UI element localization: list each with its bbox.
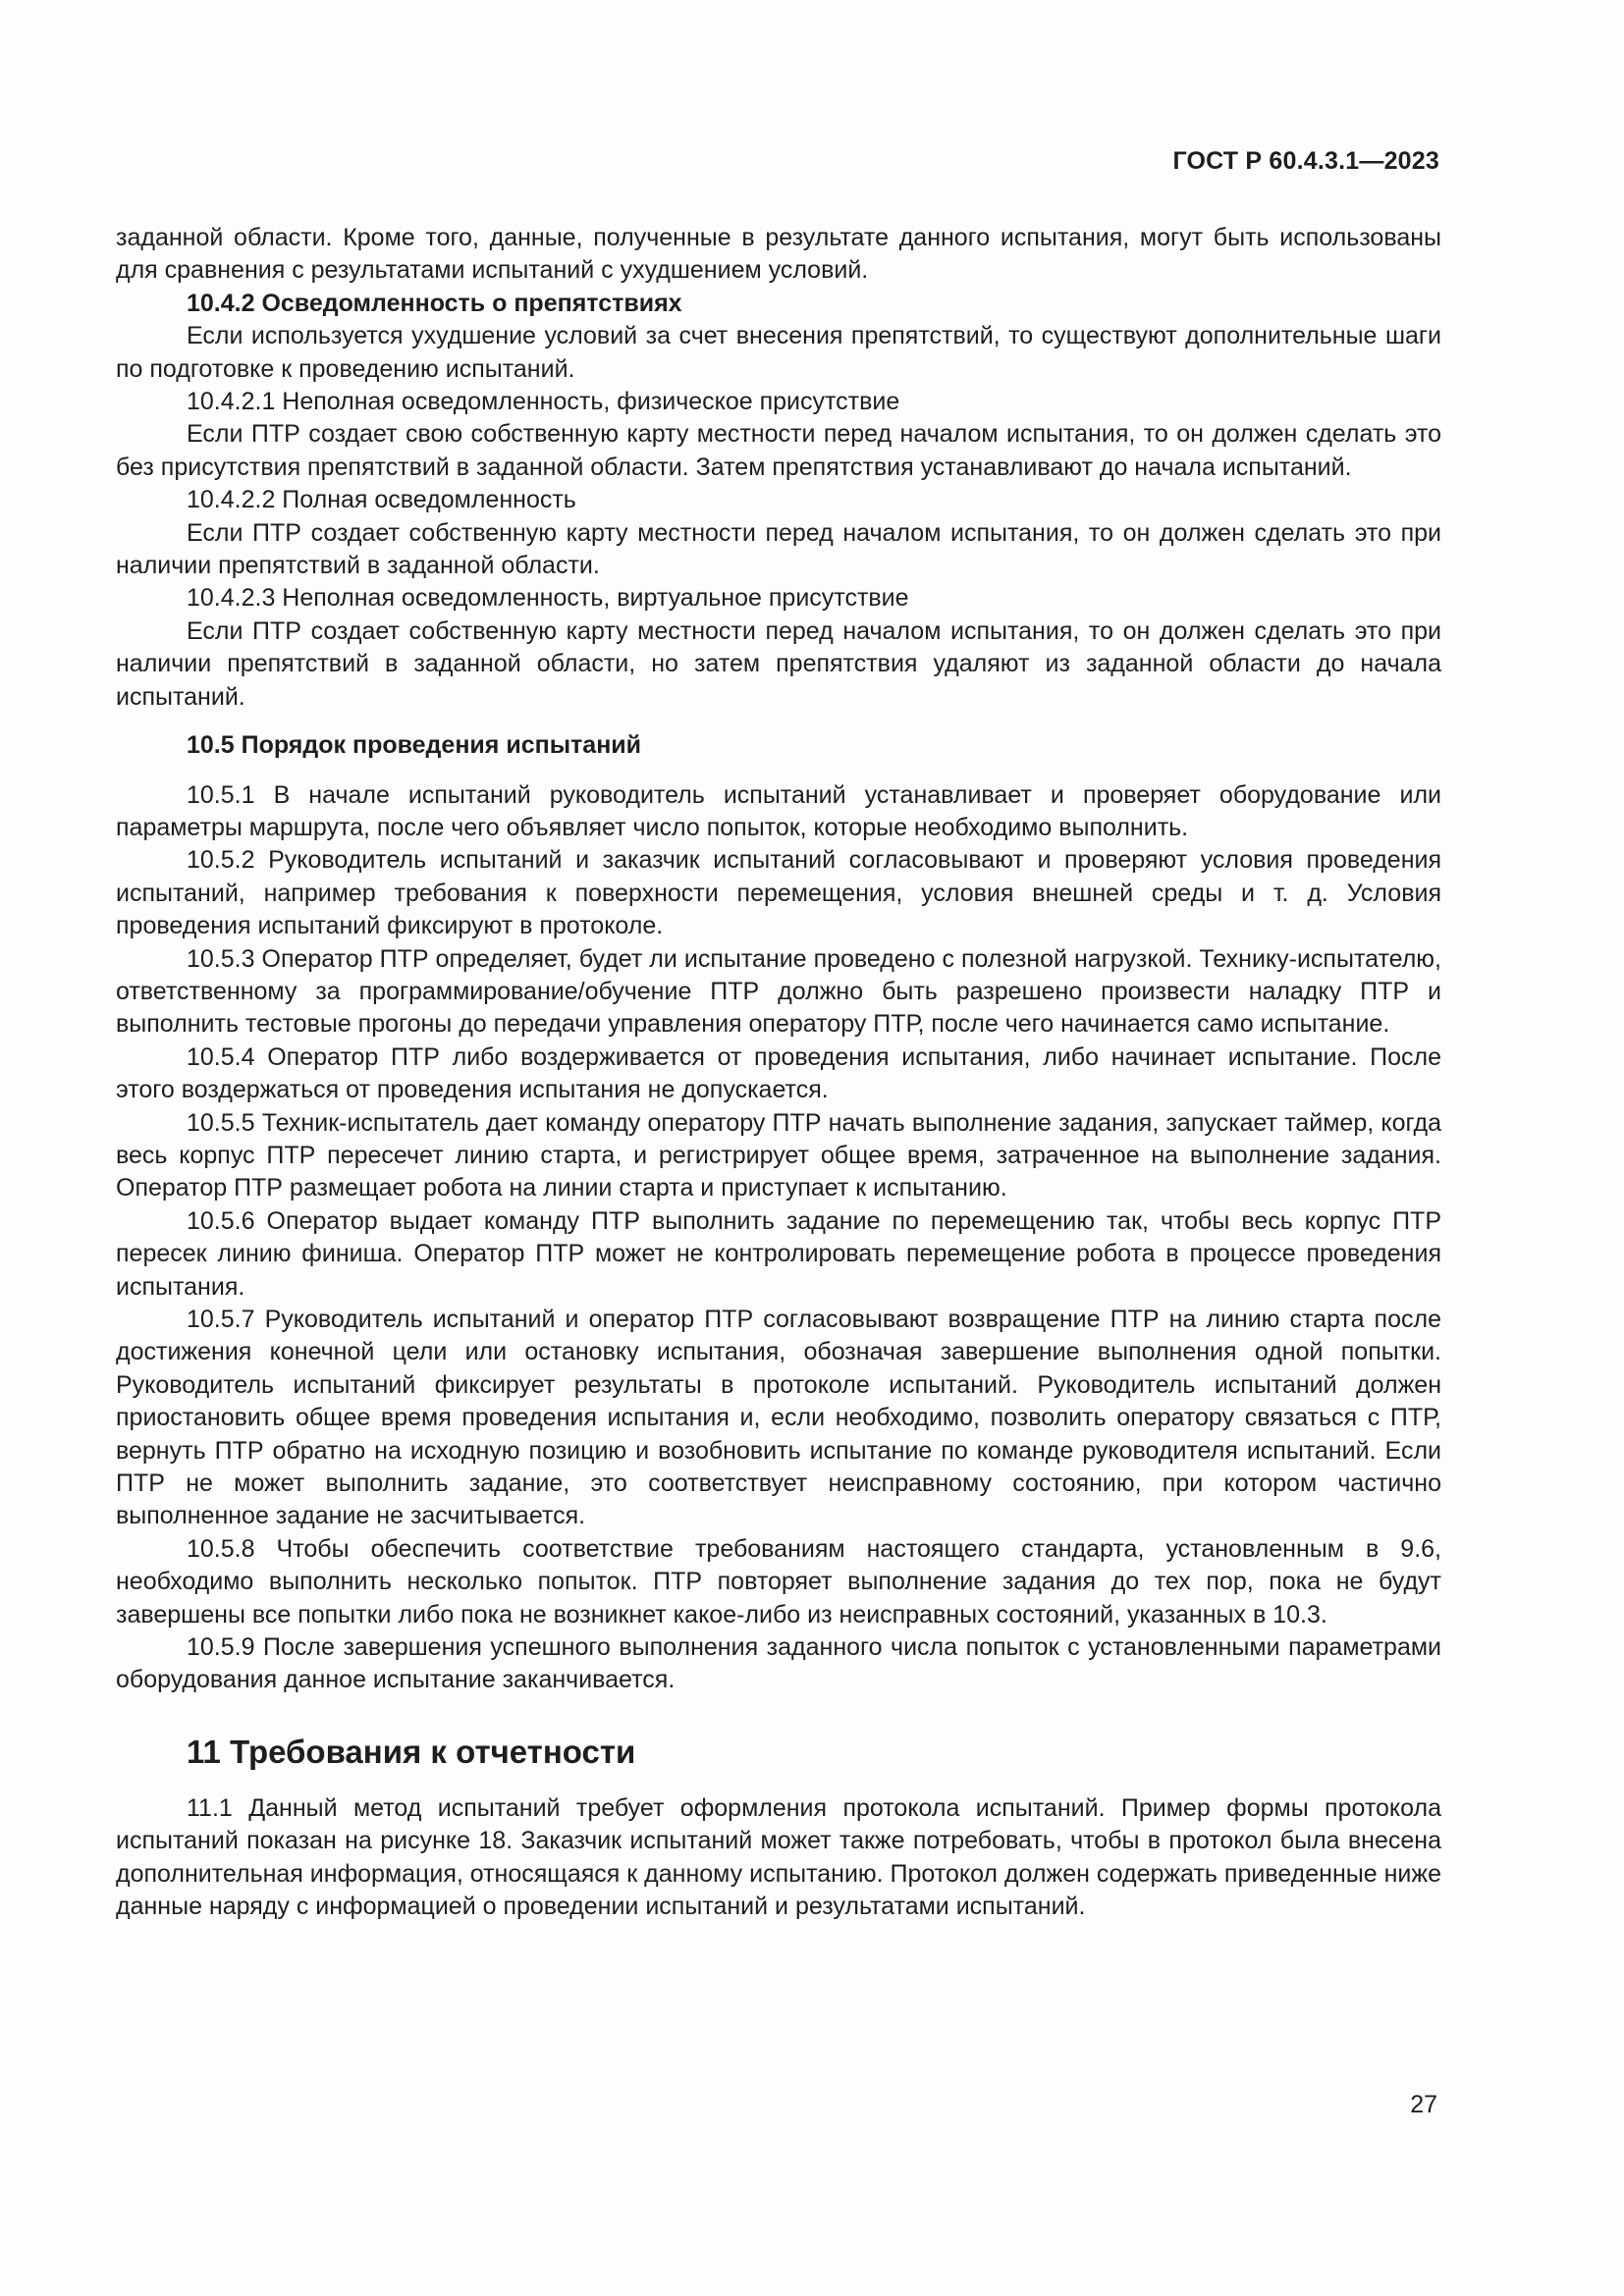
paragraph: Если ПТР создает собственную карту местности перед началом испытания, то он должен сделать это при наличии препятствий в заданной области. <box>116 518 1441 580</box>
paragraph-10-5-9: 10.5.9 После завершения успешного выполнения заданного числа попыток с установленными параметрами оборудования данное испытание заканчивается. <box>116 1633 1441 1694</box>
paragraph: Если ПТР создает собственную карту местности перед началом испытания, то он должен сделать это при наличии препятствий в заданной области, но затем препятствия удаляют из заданной области до начала испытаний. <box>116 616 1441 711</box>
section-heading-10-4-2: 10.4.2 Осведомленность о препятствиях <box>187 289 682 317</box>
paragraph-10-5-7: 10.5.7 Руководитель испытаний и оператор ПТР согласовывают возвращение ПТР на линию старта после достижения конечной цели или остановку испытания, обозначая завершение выполнения одной попытки. Руководитель испытаний фиксирует результаты в протоколе испытаний. Руководитель испытаний должен приостановить общее время проведения испытания и, если необходимо, позволить оператору связаться с ПТР, вернуть ПТР обратно на исходную позицию и возобновить испытание по команде руководителя испытаний. Если ПТР не может выполнить задание, это соответствует неисправному состоянию, при котором частично выполненное задание не засчитывается. <box>116 1306 1441 1530</box>
document-header: ГОСТ Р 60.4.3.1—2023 <box>1172 147 1439 175</box>
paragraph-10-5-8: 10.5.8 Чтобы обеспечить соответствие требованиям настоящего стандарта, установленным в 9.6, необходимо выполнить несколько попыток. ПТР повторяет выполнение задания до тех пор, пока не будут завершены все попытки либо пока не возникнет какое-либо из неисправных состояний, указанных в 10.3. <box>116 1534 1441 1629</box>
page-number: 27 <box>1410 2091 1437 2118</box>
paragraph: Если используется ухудшение условий за счет внесения препятствий, то существуют дополнительные шаги по подготовке к проведению испытаний. <box>116 322 1441 383</box>
paragraph-10-5-3: 10.5.3 Оператор ПТР определяет, будет ли испытание проведено с полезной нагрузкой. Технику-испытателю, ответственному за программирование/обучение ПТР должно быть разрешено произвести наладку ПТР и выполнить тестовые прогоны до передачи управления оператору ПТР, после чего начинается само испытание. <box>116 944 1441 1039</box>
paragraph: заданной области. Кроме того, данные, полученные в результате данного испытания, могут быть использованы для сравнения с результатами испытаний с ухудшением условий. <box>116 224 1441 285</box>
subsection-title-10-4-2-3: 10.4.2.3 Неполная осведомленность, виртуальное присутствие <box>187 584 909 613</box>
subsection-title-10-4-2-2: 10.4.2.2 Полная осведомленность <box>187 486 576 514</box>
paragraph-10-5-5: 10.5.5 Техник-испытатель дает команду оператору ПТР начать выполнение задания, запускает таймер, когда весь корпус ПТР пересечет линию старта, и регистрирует общее время, затраченное на выполнение задания. Оператор ПТР размещает робота на линии старта и приступает к испытанию. <box>116 1108 1441 1202</box>
paragraph-10-5-1: 10.5.1 В начале испытаний руководитель испытаний устанавливает и проверяет оборудование или параметры маршрута, после чего объявляет число попыток, которые необходимо выполнить. <box>116 780 1441 841</box>
paragraph-10-5-2: 10.5.2 Руководитель испытаний и заказчик испытаний согласовывают и проверяют условия проведения испытаний, например требования к поверхности перемещения, условия внешней среды и т. д. Условия проведения испытаний фиксируют в протоколе. <box>116 846 1441 940</box>
document-body <box>116 222 1441 1924</box>
section-heading-10-5: 10.5 Порядок проведения испытаний <box>187 731 642 760</box>
paragraph-10-5-6: 10.5.6 Оператор выдает команду ПТР выполнить задание по перемещению так, чтобы весь корпус ПТР пересек линию финиша. Оператор ПТР может не контролировать перемещение робота в процессе проведения испытания. <box>116 1206 1441 1301</box>
subsection-title-10-4-2-1: 10.4.2.1 Неполная осведомленность, физическое присутствие <box>187 388 900 416</box>
section-heading-11: 11 Требования к отчетности <box>187 1733 636 1770</box>
paragraph-11-1: 11.1 Данный метод испытаний требует оформления протокола испытаний. Пример формы протокола испытаний показан на рисунке 18. Заказчик испытаний может также потребовать, чтобы в протокол была внесена дополнительная информация, относящаяся к данному испытанию. Протокол должен содержать приведенные ниже данные наряду с информацией о проведении испытаний и результатами испытаний. <box>116 1793 1441 1921</box>
paragraph-10-5-4: 10.5.4 Оператор ПТР либо воздерживается от проведения испытания, либо начинает испытание. После этого воздержаться от проведения испытания не допускается. <box>116 1042 1441 1104</box>
paragraph: Если ПТР создает свою собственную карту местности перед началом испытания, то он должен сделать это без присутствия препятствий в заданной области. Затем препятствия устанавливают до начала испытаний. <box>116 420 1441 481</box>
